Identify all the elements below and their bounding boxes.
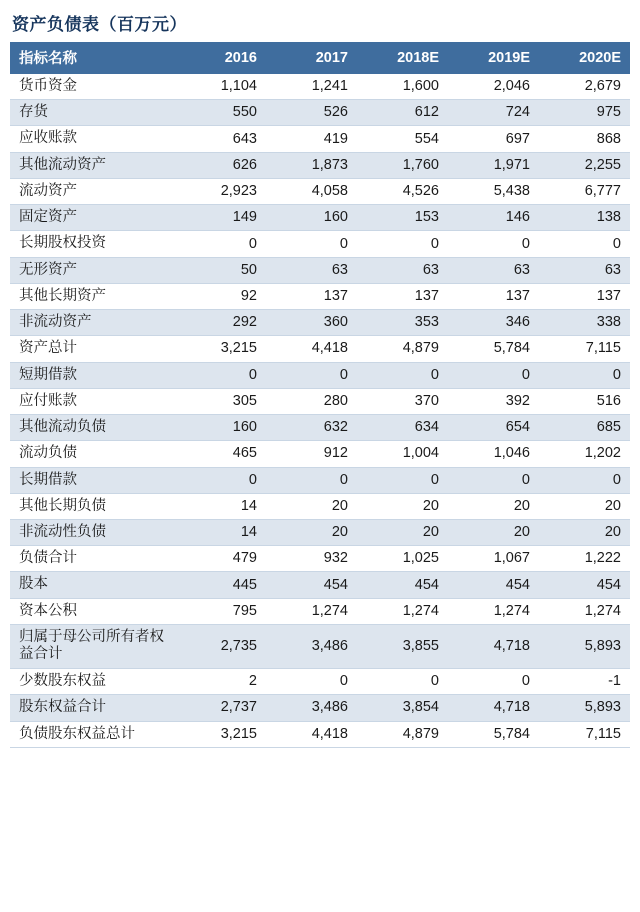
row-value: 360 — [266, 310, 357, 336]
row-value: 20 — [357, 519, 448, 545]
row-value: 0 — [539, 362, 630, 388]
row-value: 2,735 — [175, 624, 266, 668]
row-value: 3,854 — [357, 695, 448, 721]
row-value: 868 — [539, 126, 630, 152]
row-value: 63 — [539, 257, 630, 283]
row-value: 4,418 — [266, 336, 357, 362]
row-label: 其他长期资产 — [10, 283, 175, 309]
row-value: 137 — [357, 283, 448, 309]
row-label: 负债合计 — [10, 546, 175, 572]
row-value: -1 — [539, 669, 630, 695]
row-value: 4,418 — [266, 721, 357, 747]
row-value: 0 — [539, 467, 630, 493]
row-value: 2,923 — [175, 178, 266, 204]
row-value: 4,879 — [357, 336, 448, 362]
row-value: 2,046 — [448, 74, 539, 100]
row-value: 0 — [175, 362, 266, 388]
row-value: 5,784 — [448, 721, 539, 747]
table-row — [10, 362, 630, 388]
row-label: 非流动性负债 — [10, 519, 175, 545]
row-value: 20 — [448, 493, 539, 519]
row-value: 1,046 — [448, 441, 539, 467]
row-value: 0 — [357, 362, 448, 388]
row-value: 138 — [539, 205, 630, 231]
row-value: 0 — [448, 362, 539, 388]
row-value: 153 — [357, 205, 448, 231]
row-value: 550 — [175, 100, 266, 126]
row-value: 92 — [175, 283, 266, 309]
row-value: 7,115 — [539, 721, 630, 747]
row-value: 932 — [266, 546, 357, 572]
row-label: 长期股权投资 — [10, 231, 175, 257]
row-value: 634 — [357, 415, 448, 441]
row-value: 1,104 — [175, 74, 266, 100]
table-row — [10, 467, 630, 493]
row-value: 4,718 — [448, 624, 539, 668]
row-label: 无形资产 — [10, 257, 175, 283]
row-value: 20 — [266, 519, 357, 545]
row-value: 612 — [357, 100, 448, 126]
row-value: 3,486 — [266, 624, 357, 668]
row-value: 20 — [357, 493, 448, 519]
row-label: 少数股东权益 — [10, 669, 175, 695]
row-value: 1,067 — [448, 546, 539, 572]
table-row — [10, 205, 630, 231]
row-value: 516 — [539, 388, 630, 414]
table-row — [10, 519, 630, 545]
row-value: 685 — [539, 415, 630, 441]
row-label: 负债股东权益总计 — [10, 721, 175, 747]
row-value: 454 — [448, 572, 539, 598]
row-value: 0 — [175, 231, 266, 257]
row-value: 1,025 — [357, 546, 448, 572]
row-value: 160 — [266, 205, 357, 231]
row-label: 股东权益合计 — [10, 695, 175, 721]
row-label: 其他流动负债 — [10, 415, 175, 441]
row-value: 137 — [539, 283, 630, 309]
table-row — [10, 669, 630, 695]
row-value: 1,873 — [266, 152, 357, 178]
table-row — [10, 257, 630, 283]
row-value: 137 — [266, 283, 357, 309]
row-value: 1,274 — [266, 598, 357, 624]
row-value: 1,971 — [448, 152, 539, 178]
row-value: 2 — [175, 669, 266, 695]
row-value: 1,274 — [448, 598, 539, 624]
row-value: 1,274 — [539, 598, 630, 624]
row-label: 货币资金 — [10, 74, 175, 100]
row-value: 305 — [175, 388, 266, 414]
row-value: 5,784 — [448, 336, 539, 362]
row-value: 0 — [266, 467, 357, 493]
row-value: 419 — [266, 126, 357, 152]
row-value: 0 — [175, 467, 266, 493]
table-row — [10, 310, 630, 336]
row-label: 股本 — [10, 572, 175, 598]
row-value: 626 — [175, 152, 266, 178]
row-value: 975 — [539, 100, 630, 126]
row-value: 795 — [175, 598, 266, 624]
row-value: 4,879 — [357, 721, 448, 747]
row-value: 3,215 — [175, 721, 266, 747]
row-value: 338 — [539, 310, 630, 336]
row-value: 445 — [175, 572, 266, 598]
row-value: 160 — [175, 415, 266, 441]
column-header-label: 指标名称 — [10, 42, 175, 74]
row-value: 643 — [175, 126, 266, 152]
row-label: 资产总计 — [10, 336, 175, 362]
row-value: 724 — [448, 100, 539, 126]
row-value: 0 — [448, 467, 539, 493]
row-value: 1,760 — [357, 152, 448, 178]
table-row — [10, 624, 630, 668]
table-row — [10, 572, 630, 598]
row-value: 20 — [448, 519, 539, 545]
balance-sheet-table — [10, 42, 630, 748]
row-value: 4,718 — [448, 695, 539, 721]
row-value: 7,115 — [539, 336, 630, 362]
row-value: 63 — [357, 257, 448, 283]
row-value: 2,255 — [539, 152, 630, 178]
row-value: 0 — [539, 231, 630, 257]
row-label: 流动资产 — [10, 178, 175, 204]
row-label: 其他长期负债 — [10, 493, 175, 519]
row-value: 6,777 — [539, 178, 630, 204]
row-label: 归属于母公司所有者权益合计 — [10, 624, 175, 668]
row-value: 137 — [448, 283, 539, 309]
row-label: 固定资产 — [10, 205, 175, 231]
row-value: 526 — [266, 100, 357, 126]
table-row — [10, 100, 630, 126]
table-row — [10, 721, 630, 747]
row-value: 654 — [448, 415, 539, 441]
row-value: 1,004 — [357, 441, 448, 467]
row-value: 454 — [539, 572, 630, 598]
row-value: 370 — [357, 388, 448, 414]
row-value: 479 — [175, 546, 266, 572]
table-row — [10, 695, 630, 721]
table-row — [10, 415, 630, 441]
table-header — [10, 42, 630, 74]
table-body — [10, 74, 630, 747]
column-header-2019e: 2019E — [448, 42, 539, 74]
row-value: 20 — [539, 519, 630, 545]
row-value: 0 — [357, 669, 448, 695]
row-value: 3,215 — [175, 336, 266, 362]
row-value: 632 — [266, 415, 357, 441]
row-value: 146 — [448, 205, 539, 231]
row-value: 0 — [448, 231, 539, 257]
row-value: 0 — [266, 669, 357, 695]
row-value: 63 — [448, 257, 539, 283]
table-row — [10, 126, 630, 152]
page-title: 资产负债表（百万元） — [12, 15, 187, 34]
column-header-2018e: 2018E — [357, 42, 448, 74]
row-value: 14 — [175, 493, 266, 519]
row-value: 554 — [357, 126, 448, 152]
row-value: 3,855 — [357, 624, 448, 668]
row-label: 存货 — [10, 100, 175, 126]
column-header-2016: 2016 — [175, 42, 266, 74]
row-value: 0 — [448, 669, 539, 695]
row-label: 应收账款 — [10, 126, 175, 152]
table-row — [10, 388, 630, 414]
row-value: 697 — [448, 126, 539, 152]
row-value: 346 — [448, 310, 539, 336]
table-row — [10, 336, 630, 362]
row-value: 0 — [266, 362, 357, 388]
row-label: 流动负债 — [10, 441, 175, 467]
row-value: 1,274 — [357, 598, 448, 624]
row-value: 1,202 — [539, 441, 630, 467]
row-value: 353 — [357, 310, 448, 336]
row-label: 短期借款 — [10, 362, 175, 388]
row-value: 20 — [539, 493, 630, 519]
table-row — [10, 546, 630, 572]
row-value: 5,893 — [539, 624, 630, 668]
row-label: 长期借款 — [10, 467, 175, 493]
row-value: 0 — [357, 467, 448, 493]
row-value: 292 — [175, 310, 266, 336]
row-value: 63 — [266, 257, 357, 283]
column-header-2017: 2017 — [266, 42, 357, 74]
row-value: 912 — [266, 441, 357, 467]
row-value: 1,241 — [266, 74, 357, 100]
row-value: 50 — [175, 257, 266, 283]
row-label: 其他流动资产 — [10, 152, 175, 178]
table-header-row — [10, 42, 630, 74]
table-row — [10, 493, 630, 519]
row-value: 280 — [266, 388, 357, 414]
table-row — [10, 74, 630, 100]
row-value: 0 — [266, 231, 357, 257]
row-value: 149 — [175, 205, 266, 231]
row-value: 392 — [448, 388, 539, 414]
table-row — [10, 283, 630, 309]
table-row — [10, 178, 630, 204]
row-label: 非流动资产 — [10, 310, 175, 336]
row-label: 资本公积 — [10, 598, 175, 624]
table-row — [10, 598, 630, 624]
table-row — [10, 152, 630, 178]
row-value: 454 — [357, 572, 448, 598]
column-header-2020e: 2020E — [539, 42, 630, 74]
table-row — [10, 441, 630, 467]
row-label: 应付账款 — [10, 388, 175, 414]
row-value: 2,737 — [175, 695, 266, 721]
row-value: 0 — [357, 231, 448, 257]
row-value: 3,486 — [266, 695, 357, 721]
row-value: 454 — [266, 572, 357, 598]
row-value: 2,679 — [539, 74, 630, 100]
row-value: 5,438 — [448, 178, 539, 204]
row-value: 4,058 — [266, 178, 357, 204]
row-value: 4,526 — [357, 178, 448, 204]
row-value: 5,893 — [539, 695, 630, 721]
row-value: 20 — [266, 493, 357, 519]
row-value: 1,600 — [357, 74, 448, 100]
row-value: 14 — [175, 519, 266, 545]
table-row — [10, 231, 630, 257]
row-value: 465 — [175, 441, 266, 467]
row-value: 1,222 — [539, 546, 630, 572]
